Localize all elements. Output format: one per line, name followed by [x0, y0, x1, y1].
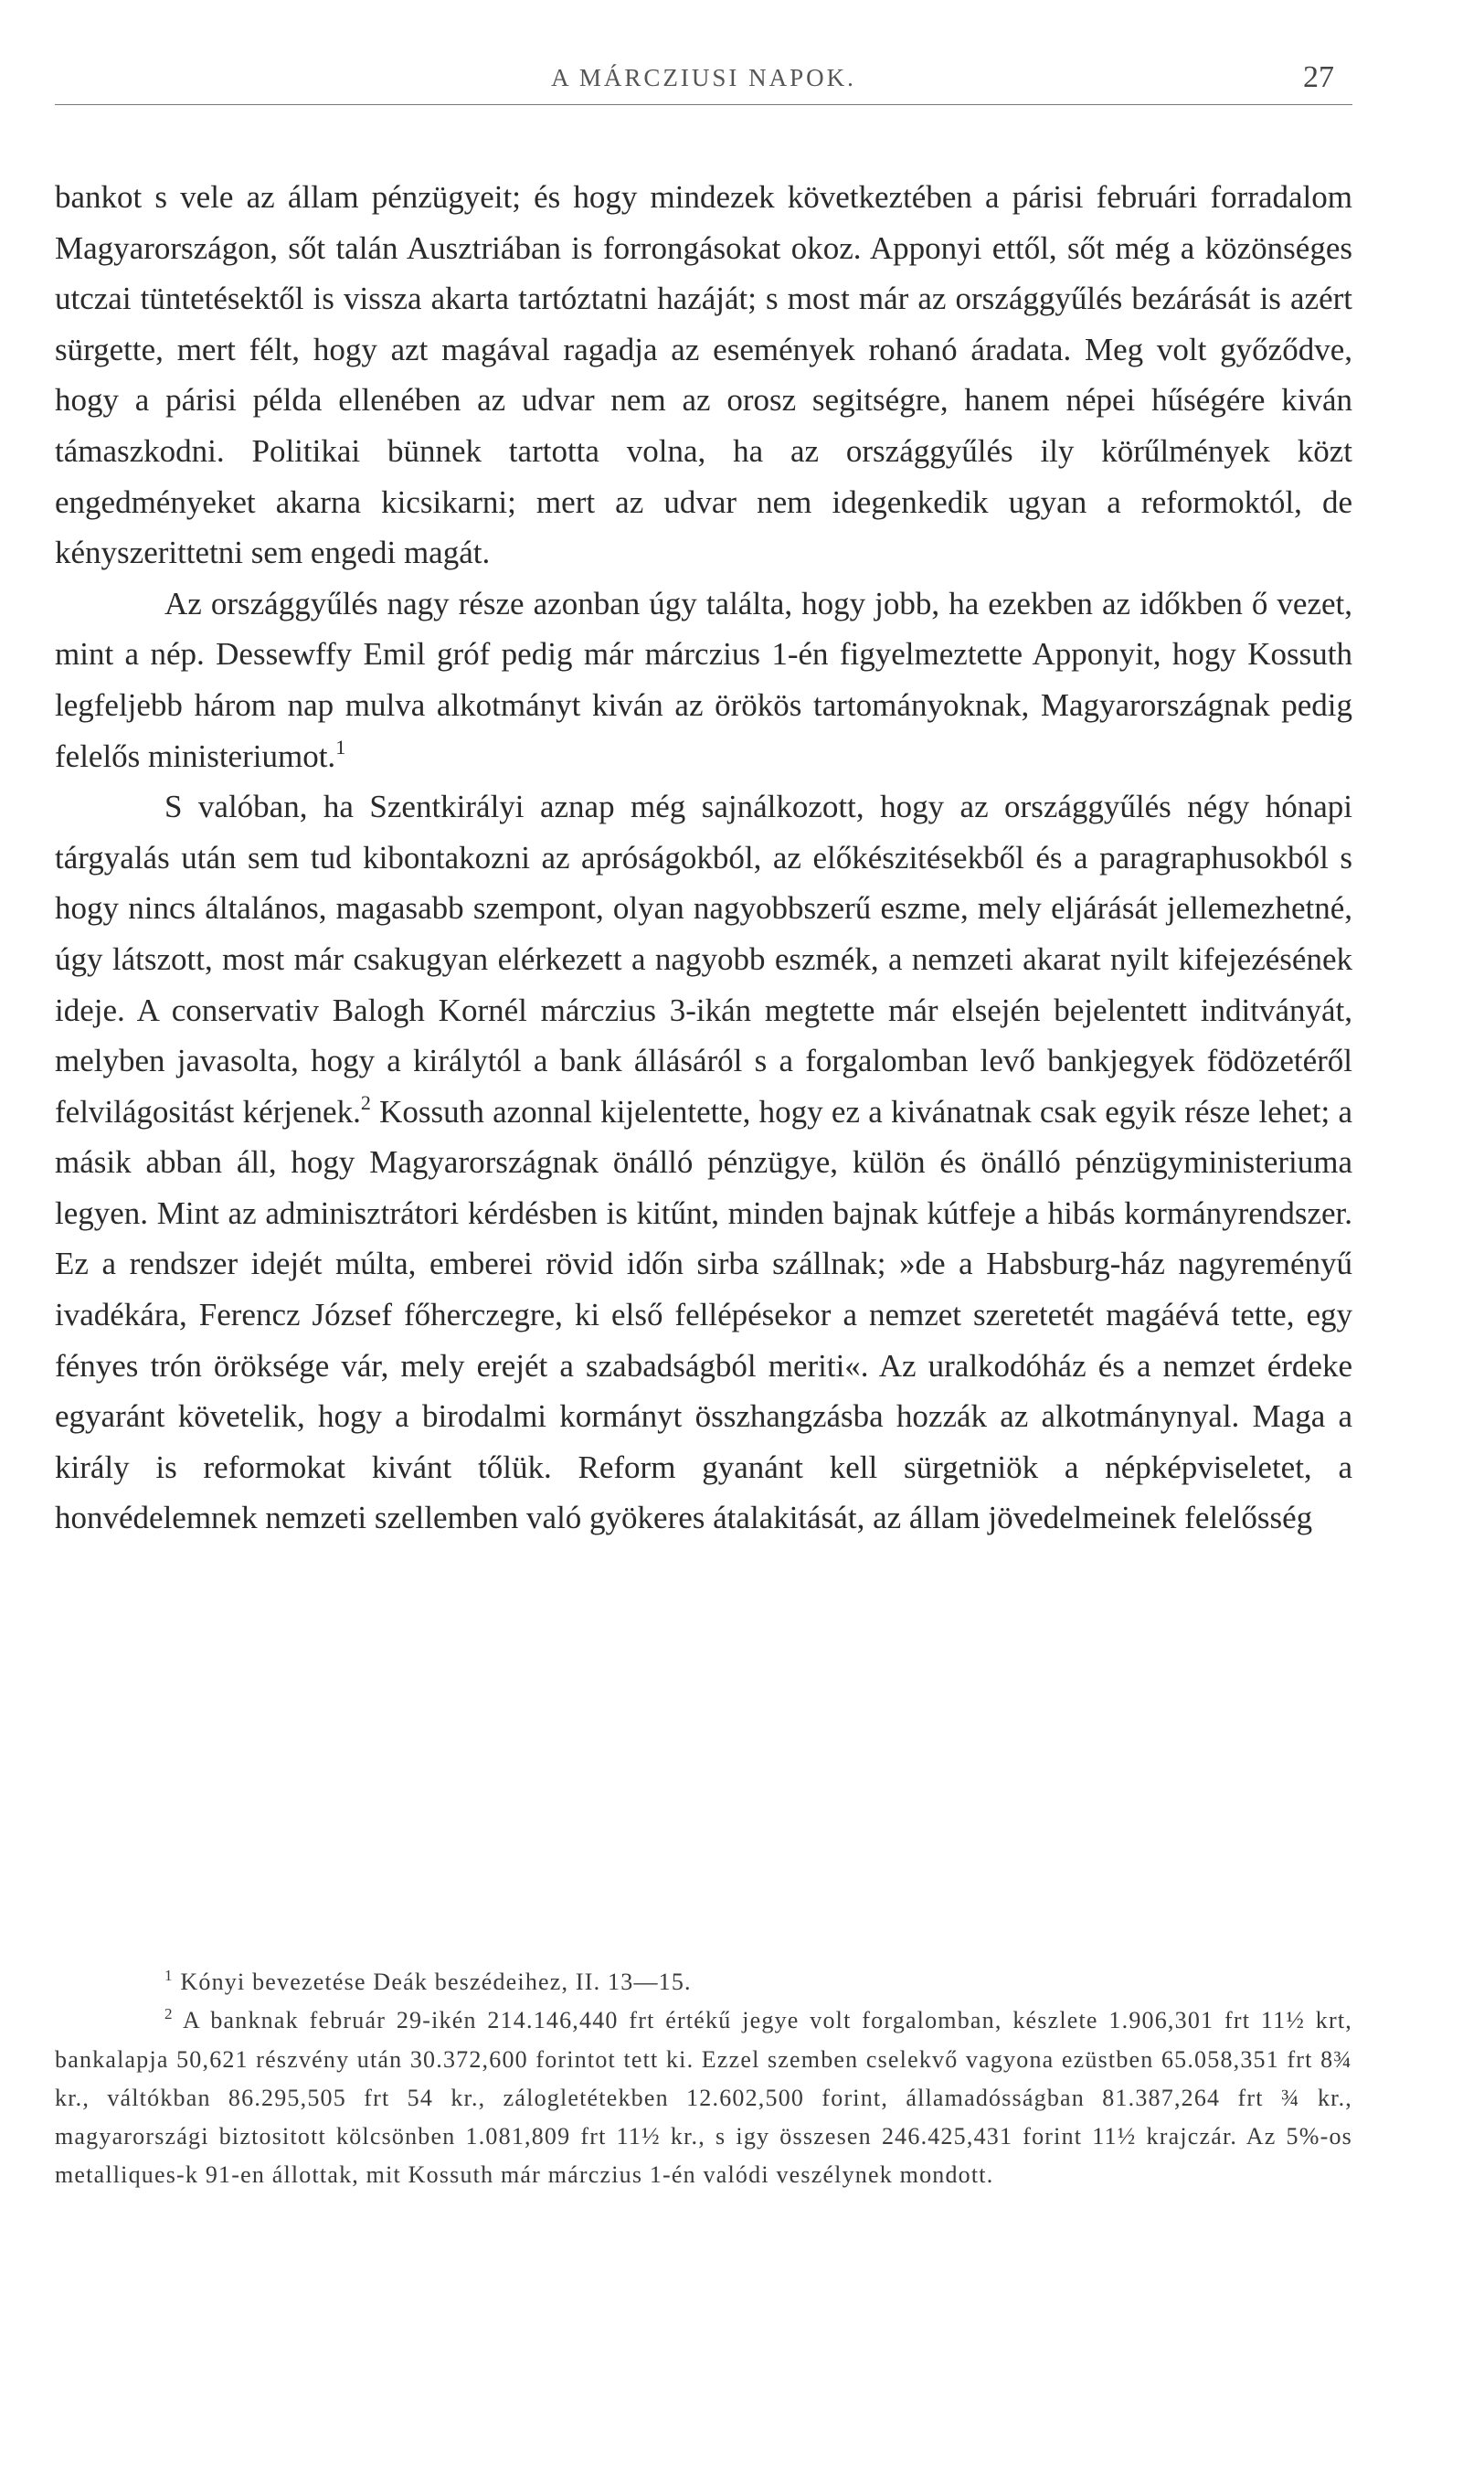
footnotes	[55, 1963, 1352, 2195]
footnote-ref-2: 2	[360, 1090, 371, 1114]
paragraph-1: bankot s vele az állam pénzügyeit; és hogy mindezek következtében a párisi februári forradalom Magyarországon, sőt talán Ausztriában is forrongásokat okoz. Apponyi ettől, sőt még a közönséges utczai tüntetésektől is vissza akarta tartóztatni hazáját; s most már az országgyűlés bezárását is azért sürgette, mert félt, hogy azt magával ragadja az események rohanó áradata. Meg volt győződve, hogy a párisi példa ellenében az udvar nem az orosz segitségre, hanem népei hűségére kiván támaszkodni. Politikai bünnek tartotta volna, ha az országgyűlés ily körűlmények közt engedményeket akarna kicsikarni; mert az udvar nem idegenkedik ugyan a reformoktól, de kényszerittetni sem engedi magát.	[55, 179, 1352, 571]
footnote-1-mark: 1	[164, 1967, 174, 1984]
footnote-ref-1: 1	[335, 735, 346, 759]
body-text	[55, 172, 1352, 1544]
running-title: A MÁRCZIUSI NAPOK.	[551, 64, 856, 91]
page-number: 27	[1303, 60, 1334, 94]
footnote-2-mark: 2	[164, 2005, 174, 2023]
footnote-2	[55, 2001, 1352, 2194]
paragraph-3-text-a: S valóban, ha Szentkirályi aznap még sajnálkozott, hogy az országgyűlés négy hónapi tárgyalás után sem tud kibontakozni az apróságokból, az előkészitésekből és a paragraphusokból s hogy nincs általános, magasabb szempont, olyan nagyobbszerű eszme, mely eljárását jellemezhetné, úgy látszott, most már csakugyan elérkezett a nagyobb eszmék, a nemzeti akarat nyilt kifejezésének ideje. A conservativ Balogh Kornél márczius 3-ikán megtette már elsején bejelentett inditványát, melyben javasolta, hogy a királytól a bank állásáról s a forgalomban levő bankjegyek födözetéről felvilágositást kérjenek.	[55, 789, 1352, 1130]
paragraph-3	[55, 781, 1352, 1544]
paragraph-2	[55, 579, 1352, 781]
footnote-1	[55, 1963, 1352, 2001]
paragraph-3-text-b: Kossuth azonnal kijelentette, hogy ez a kivánatnak csak egyik része lehet; a másik abban áll, hogy Magyarországnak önálló pénzügye, külön és önálló pénzügyministeriuma legyen. Mint az adminisztrátori kérdésben is kitűnt, minden bajnak kútfeje a hibás kormányrendszer. Ez a rendszer idejét múlta, emberei rövid időn sirba szállnak; »de a Habsburg-ház nagyreményű ivadékára, Ferencz József főherczegre, ki első fellépésekor a nemzet szeretetét magáévá tette, egy fényes trón öröksége vár, mely erejét a szabadságból meriti«. Az uralkodóház és a nemzet érdeke egyaránt követelik, hogy a birodalmi kormányt összhangzásba hozzák az alkotmánynyal. Maga a király is reformokat kivánt tőlük. Reform gyanánt kell sürgetniök a népképviseletet, a honvédelemnek nemzeti szellemben való gyökeres átalakitását, az állam jövedelmeinek felelősség	[55, 1093, 1352, 1536]
header-rule	[55, 104, 1352, 105]
book-page	[55, 0, 1352, 2484]
footnote-2-text: A banknak február 29-ikén 214.146,440 frt értékű jegye volt forgalomban, készlete 1.906,301 frt 11½ krt, bankalapja 50,621 részvény után 30.372,600 forintot tett ki. Ezzel szemben cselekvő vagyona ezüstben 65.058,351 frt 8¾ kr., váltókban 86.295,505 frt 54 kr., zálogletétekben 12.602,500 forint, államadósságban 81.387,264 frt ¾ kr., magyarországi biztositott kölcsönben 1.081,809 frt 11½ kr., s igy összesen 246.425,431 forint 11½ krajczár. Az 5%-os metalliques-k 91-en állottak, mit Kossuth már márczius 1-én valódi veszélynek mondott.	[55, 2007, 1352, 2189]
running-head	[55, 58, 1352, 104]
paragraph-2-text: Az országgyűlés nagy része azonban úgy találta, hogy jobb, ha ezekben az időkben ő vezet, mint a nép. Dessewffy Emil gróf pedig már márczius 1-én figyelmeztette Apponyit, hogy Kossuth legfeljebb három nap mulva alkotmányt kiván az örökös tartományoknak, Magyarországnak pedig felelős ministeriumot.	[55, 585, 1352, 774]
footnote-1-text: Kónyi bevezetése Deák beszédeihez, II. 13—15.	[173, 1969, 692, 1995]
